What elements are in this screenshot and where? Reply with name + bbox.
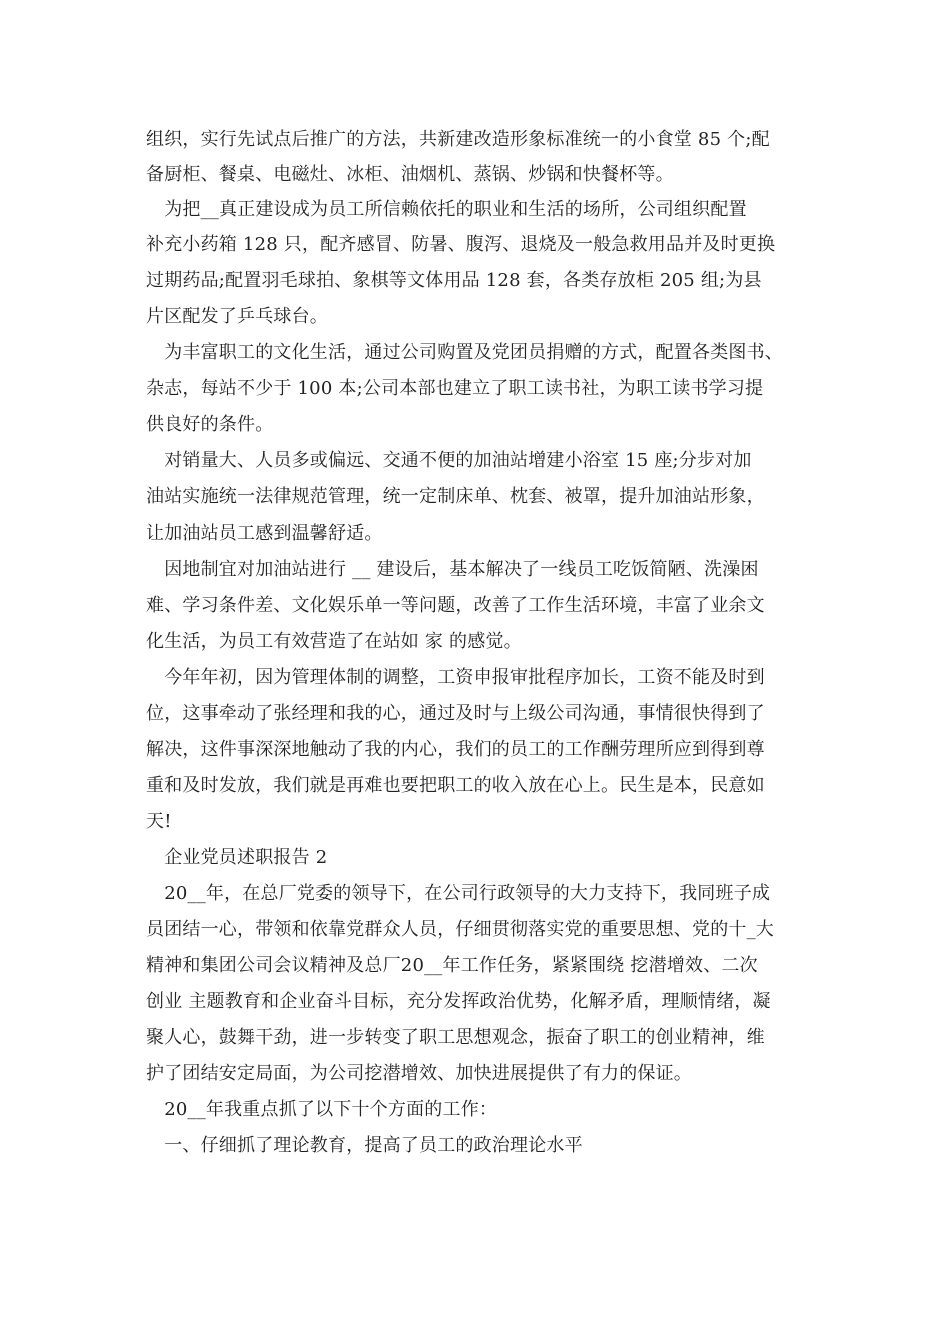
- text-line: 备厨柜、餐桌、电磁灶、冰柜、油烟机、蒸锅、炒锅和快餐杯等。: [146, 164, 674, 185]
- text-line: 护了团结安定局面，为公司挖潜增效、加快进展提供了有力的保证。: [146, 1063, 692, 1084]
- text-line: 油站实施统一法律规范管理，统一定制床单、枕套、被罩，提升加油站形象，: [146, 486, 765, 507]
- text-line: 难、学习条件差、文化娱乐单一等问题，改善了工作生活环境，丰富了业余文: [146, 595, 765, 616]
- text-line: 补充小药箱 128 只，配齐感冒、防暑、腹泻、退烧及一般急救用品并及时更换: [146, 234, 776, 255]
- text-line: 一、仔细抓了理论教育，提高了员工的政治理论水平: [146, 1135, 583, 1156]
- text-line: 位，这事牵动了张经理和我的心，通过及时与上级公司沟通，事情很快得到了: [146, 703, 765, 724]
- section-heading: 企业党员述职报告 2: [146, 847, 328, 868]
- text-line: 化生活，为员工有效营造了在站如 家 的感觉。: [146, 631, 522, 652]
- text-line: 片区配发了乒乓球台。: [146, 306, 328, 327]
- text-line: 供良好的条件。: [146, 414, 274, 435]
- text-line: 今年年初，因为管理体制的调整，工资申报审批程序加长，工资不能及时到: [146, 667, 765, 688]
- text-line: 精神和集团公司会议精神及总厂20__年工作任务，紧紧围绕 挖潜增效、二次: [146, 955, 758, 976]
- text-line: 员团结一心，带领和依靠党群众人员，仔细贯彻落实党的重要思想、党的十_大: [146, 919, 774, 940]
- text-line: 为丰富职工的文化生活，通过公司购置及党团员捐赠的方式，配置各类图书、: [146, 342, 783, 363]
- text-line: 过期药品;配置羽毛球拍、象棋等文体用品 128 套，各类存放柜 205 组;为县: [146, 270, 762, 291]
- text-line: 解决，这件事深深地触动了我的内心，我们的员工的工作酬劳理所应到得到尊: [146, 739, 765, 760]
- text-line: 天!: [146, 811, 172, 832]
- text-line: 聚人心，鼓舞干劲，进一步转变了职工思想观念，振奋了职工的创业精神，维: [146, 1027, 765, 1048]
- text-line: 对销量大、人员多或偏远、交通不便的加油站增建小浴室 15 座;分步对加: [146, 450, 752, 471]
- text-line: 让加油站员工感到温馨舒适。: [146, 523, 383, 544]
- text-line: 为把__真正建设成为员工所信赖依托的职业和生活的场所，公司组织配置: [146, 199, 747, 220]
- text-line: 重和及时发放，我们就是再难也要把职工的收入放在心上。民生是本，民意如: [146, 775, 765, 796]
- text-line: 因地制宜对加油站进行 __ 建设后，基本解决了一线员工吃饭简陋、洗澡困: [146, 559, 759, 580]
- text-line: 组织，实行先试点后推广的方法，共新建改造形象标准统一的小食堂 85 个;配: [146, 129, 770, 150]
- text-line: 20__年，在总厂党委的领导下，在公司行政领导的大力支持下，我同班子成: [146, 883, 771, 904]
- text-line: 创业 主题教育和企业奋斗目标，充分发挥政治优势，化解矛盾，理顺情绪，凝: [146, 991, 771, 1012]
- text-line: 20__年我重点抓了以下十个方面的工作：: [146, 1099, 498, 1120]
- text-line: 杂志，每站不少于 100 本;公司本部也建立了职工读书社，为职工读书学习提: [146, 378, 764, 399]
